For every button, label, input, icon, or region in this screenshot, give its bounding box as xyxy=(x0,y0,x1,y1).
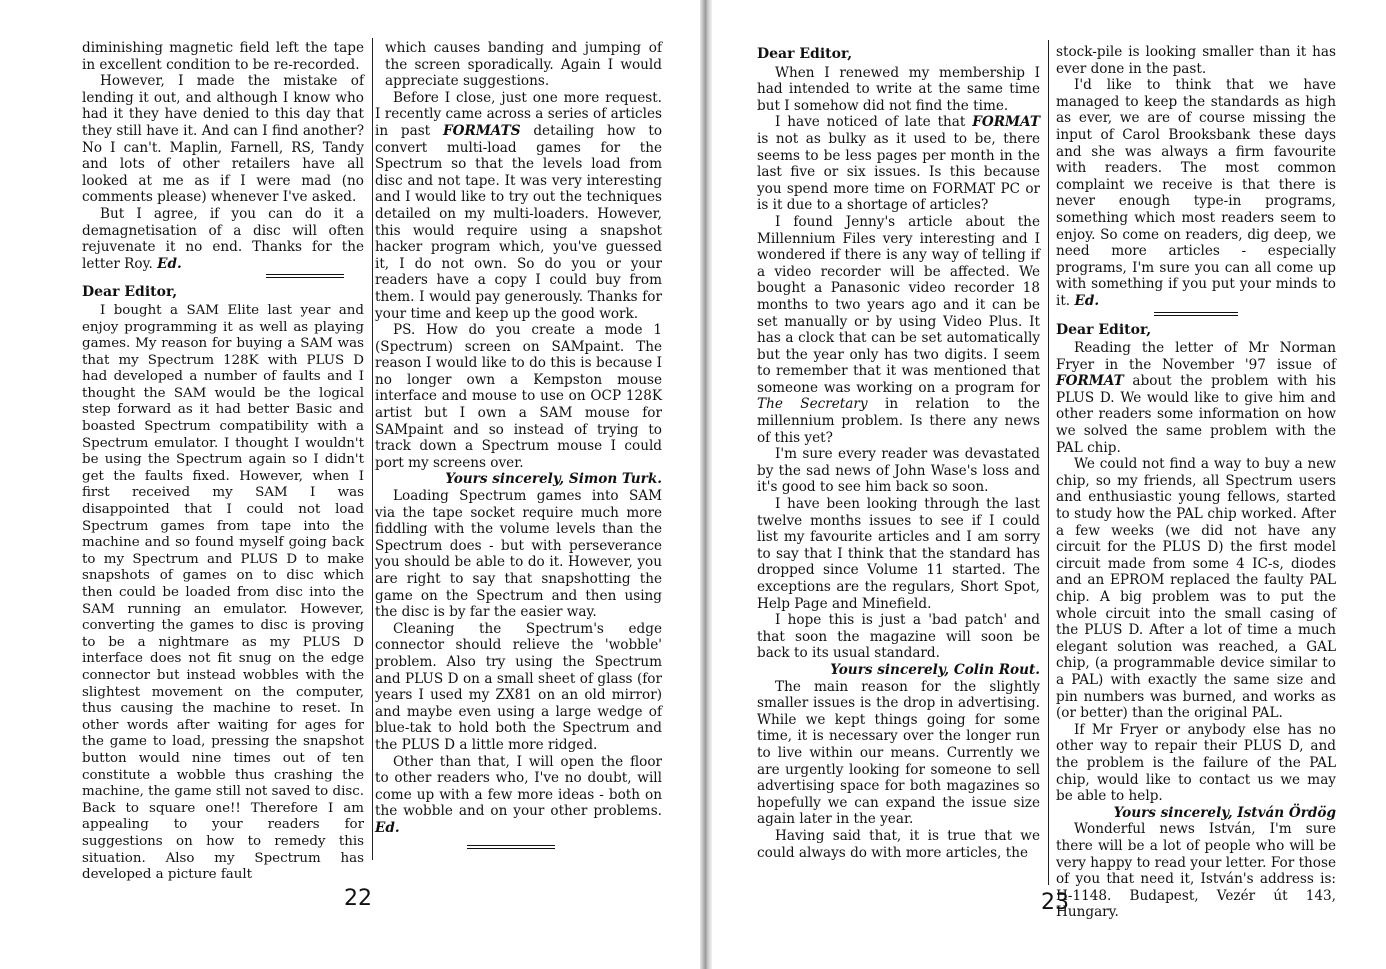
paragraph: If Mr Fryer or anybody else has no other way to repair their PLUS D, and the problem is the failure of the PAL chip, would like to contact us we may be able to help. xyxy=(1056,721,1336,805)
paragraph: Having said that, it is true that we could always do with more articles, the xyxy=(757,827,1040,861)
letter-heading: Dear Editor, xyxy=(82,284,178,301)
page-gutter xyxy=(700,0,712,969)
paragraph: Wonderful news István, I'm sure there will be a lot of people who will be very happy to read your letter. For those of you that need it, István's address is: H-1148. Budapest, Vezér út 143, Hungary. xyxy=(1056,821,1336,921)
page-number-left: 22 xyxy=(344,886,372,911)
magazine-title: FORMATS xyxy=(442,122,521,139)
editor-mark: Ed. xyxy=(375,819,400,836)
paragraph: I have noticed of late that FORMAT is not as bulky as it used to be, there seems to be less pages per month in the last five or six issues. Is this because you spend more time on FORMAT PC or is it due to a shortage of articles? xyxy=(757,114,1040,214)
paragraph: I found Jenny's article about the Millennium Files very interesting and I wondered if there is any way of telling if a video recorder will be affected. We bought a Panasonic video recorder 18 months to two years ago and it can be set manually or by using Video Plus. It has a clock that can be set automatically but the year only has two digits. I seem to remember that it was mentioned that someone was working on a program for The Secretary in relation to the millennium problem. Is there any news of this yet? xyxy=(757,213,1040,446)
paragraph: However, I made the mistake of lending it out, and although I know who had it they have denied to this day that they still have it. And can I find another? No I can't. Maplin, Farnell, RS, Tandy and lots of other retailers have all looked at me as if I were mad (no comments please) whenever I've asked. xyxy=(82,73,364,206)
section-divider xyxy=(1154,312,1238,316)
section-divider xyxy=(266,274,344,278)
editor-mark: Ed. xyxy=(157,255,182,272)
column-divider xyxy=(1048,40,1049,885)
paragraph: stock-pile is looking smaller than it has ever done in the past. xyxy=(1056,44,1336,77)
editor-mark: Ed. xyxy=(1074,292,1100,309)
section-divider xyxy=(467,845,555,849)
paragraph: But I agree, if you can do it a demagnetisation of a disc will often rejuvenate it no end. Thanks for the letter Roy. Ed. xyxy=(82,205,364,272)
paragraph: which causes banding and jumping of the screen sporadically. Again I would appreciate suggestions. xyxy=(385,40,662,90)
page-number-right: 23 xyxy=(1041,890,1069,915)
paragraph: Cleaning the Spectrum's edge connector should relieve the 'wobble' problem. Also try using the Spectrum and PLUS D on a small sheet of glass (for years I used my ZX81 on an old mirror) and maybe even using a large wedge of blue-tak to hold both the Spectrum and the PLUS D a little more ridged. xyxy=(375,620,662,753)
column-divider xyxy=(372,38,373,860)
paragraph: I have been looking through the last twelve months issues to see if I could list my favourite articles and I am sorry to say that I think that the standard has dropped since Volume 11 started. The exceptions are the regulars, Short Spot, Help Page and Minefield. xyxy=(757,496,1040,612)
column-4 xyxy=(1056,44,1336,921)
letter-signature: Yours sincerely, Simon Turk. xyxy=(445,471,662,488)
paragraph: I hope this is just a 'bad patch' and that soon the magazine will soon be back to its usual standard. xyxy=(757,612,1040,662)
letter-signature: Yours sincerely, István Ördög xyxy=(1113,804,1336,821)
letter-heading: Dear Editor, xyxy=(757,46,853,62)
column-3 xyxy=(757,46,1040,861)
magazine-title: FORMAT xyxy=(972,114,1040,131)
column-2 xyxy=(375,40,662,849)
paragraph: When I renewed my membership I had intended to write at the same time but I somehow did not find the time. xyxy=(757,64,1040,114)
paragraph: I'm sure every reader was devastated by the sad news of John Wase's loss and it's good to see him back so soon. xyxy=(757,446,1040,496)
letter-signature: Yours sincerely, Colin Rout. xyxy=(830,661,1040,678)
paragraph: diminishing magnetic field left the tape in excellent condition to be re-recorded. xyxy=(82,40,364,73)
paragraph: The main reason for the slightly smaller issues is the drop in advertising. While we kept things going for some time, it is necessary over the longer run to live within our means. Currently we are urgently looking for someone to sell advertising space for both magazines so hopefully we can expand the issue size again later in the year. xyxy=(757,678,1040,828)
paragraph: Loading Spectrum games into SAM via the tape socket require much more fiddling with the volume levels than the Spectrum does - but with perseverance you should be able to do it. However, you are right to say that snapshotting the game on the Spectrum and then using the disc is by far the easier way. xyxy=(375,488,662,621)
paragraph: Other than that, I will open the floor to other readers who, I've no doubt, will come up with a few more ideas - both on the wobble and on your other problems. Ed. xyxy=(375,753,662,836)
paragraph: I'd like to think that we have managed to keep the standards as high as ever, we are of course missing the input of Carol Brooksbank these days and she was always a firm favourite with readers. The most common complaint we receive is that there is never enough type-in programs, something which most readers seem to enjoy. So come on readers, dig deep, we need more articles - especially programs, I'm sure you can all come up with something if you put your minds to it. Ed. xyxy=(1056,77,1336,309)
program-title: The Secretary xyxy=(757,396,868,413)
column-1 xyxy=(82,40,364,884)
letter-heading: Dear Editor, xyxy=(1056,321,1152,338)
magazine-title: FORMAT xyxy=(1056,373,1124,390)
paragraph: I bought a SAM Elite last year and enjoy programming it as well as playing games. My reason for buying a SAM was that my Spectrum 128K with PLUS D had developed a number of faults and I thought the SAM would be the logical step forward as it had better Basic and boasted Spectrum compatibility with a Spectrum emulator. I thought I wouldn't be using the Spectrum again so I didn't get the faults fixed. However, when I first received my SAM I was disappointed that I could not load Spectrum games from tape into the machine and so found myself going back to my Spectrum and PLUS D to make snapshots of games on to disc which then could be loaded from disc into the SAM running an emulator. However, converting the games to disc is proving to be a nightmare as my PLUS D interface does not fit snug on the edge connector but instead wobbles with the slightest movement on the computer, thus causing the machine to reset. In other words after waiting for ages for the game to load, pressing the snapshot button would nine times out of ten constitute a wobble thus crashing the machine, the game still not saved to disc. Back to square one!! Therefore I am appealing to your readers for suggestions on how to remedy this situation. Also my Spectrum has developed a picture fault xyxy=(82,302,364,883)
paragraph: Before I close, just one more request. I recently came across a series of articles in past FORMATS detailing how to convert multi-load games for the Spectrum so that the levels load from disc and not tape. It was very interesting and I would like to try out the techniques detailed on my multi-loaders. However, this would require using a snapshot hacker program which, you've guessed it, I do not own. So do you or your readers have a copy I could buy from them. I would pay generously. Thanks for your time and keep up the good work. xyxy=(375,89,662,322)
paragraph: PS. How do you create a mode 1 (Spectrum) screen on SAMpaint. The reason I would like to do this is because I no longer own a Kempston mouse interface and mouse to use on OCP 128K artist but I own a SAM mouse for SAMpaint and so instead of trying to track down a Spectrum mouse I could port my screens over. xyxy=(375,322,662,471)
paragraph: Reading the letter of Mr Norman Fryer in the November '97 issue of FORMAT about the problem with his PLUS D. We would like to give him and other readers some information on how we solved the same problem with the PAL chip. xyxy=(1056,340,1336,456)
paragraph: We could not find a way to buy a new chip, so my friends, all Spectrum users and enthusiastic young fellows, started to study how the PAL chip worked. After a few weeks (we did not have any circuit for the PLUS D) the first model circuit made from some 4 IC-s, diodes and an EPROM replaced the faulty PAL chip. A big problem was to put the whole circuit into the small casing of the PLUS D. After a lot of time a much elegant solution was reached, a GAL chip, (a programmable device similar to a PAL) with exactly the same size and pin numbers was burned, and works as (or better) than the original PAL. xyxy=(1056,456,1336,722)
